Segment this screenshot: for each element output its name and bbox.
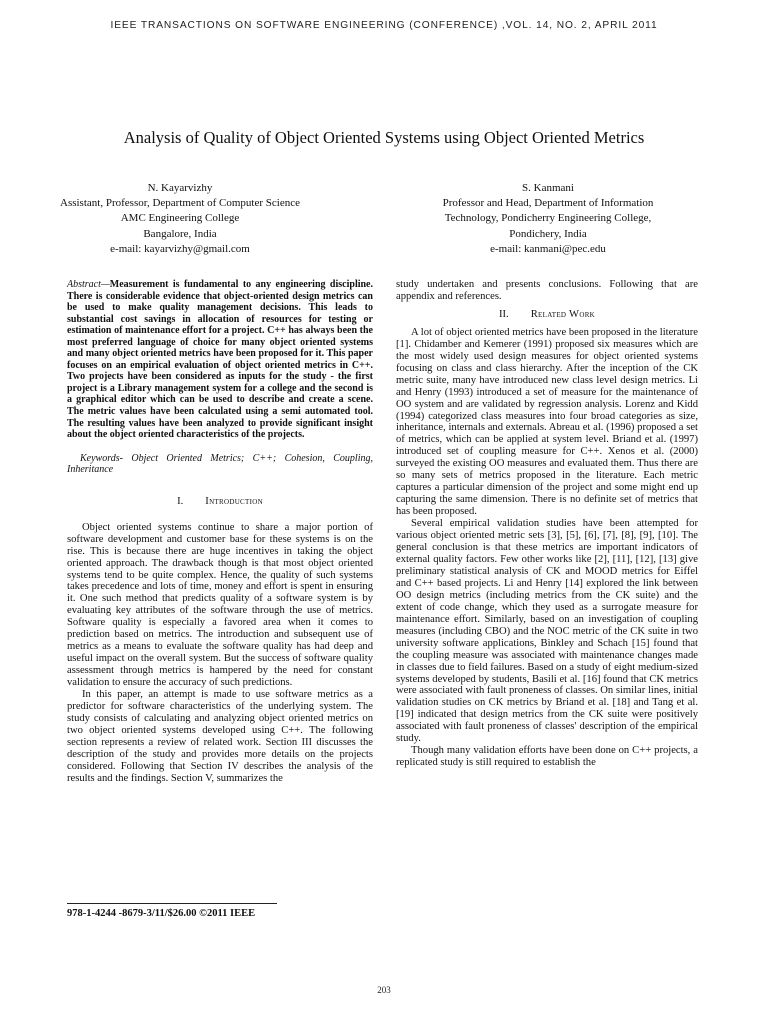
paper-title: Analysis of Quality of Object Oriented Systems using Object Oriented Metrics (123, 128, 645, 147)
section-number: II. (498, 308, 509, 320)
abstract (67, 279, 373, 441)
copyright-notice: 978-1-4244 -8679-3/11/$26.00 ©2011 IEEE (67, 908, 256, 919)
abstract-text: Measurement is fundamental to any engineering discipline. There is considerable evidence that object-oriented design metrics can be used to make quality management decisions. This leads to substantial cost savings in allocation of resources for testing or estimation of maintenance effort for a project. C++ has always been the most preferred language of choice for many object oriented systems and many object oriented metrics have been proposed for it. This paper focuses on an empirical evaluation of object oriented metrics in C++. Two projects have been considered as inputs for the study - the first project is a Library management system for a college and the second is a graphical editor which can be used to describe and create a scene. The metric values have been calculated using a semi automated tool. The resulting values have been analyzed to provide significant insight about the object oriented characteristics of the projects. (67, 279, 373, 441)
section-title: Introduction (205, 495, 263, 507)
body-paragraph: study undertaken and presents conclusions. Following that are appendix and references. (396, 279, 698, 302)
abstract-lead: Abstract— (67, 279, 110, 290)
body-paragraph: Several empirical validation studies have been attempted for various object oriented metric sets [3], [5], [6], [7], [8], [9], [10]. The general conclusion is that these metrics are important indicators of external quality factors. Few other works like [2], [11], [12], [13] give preliminary statistical analysis of CK and MOOD metrics for Eiffel and C++ based projects. Li and Henry [14] explored the link between OO design metrics (including metrics from the CK suite) and the extent of code change, which they used as a surrogate measure for maintenance effort. Similarly, based on an investigation of coupling measures (including CBO) and the NOC metric of the CK suite in two university software applications, Binkley and Schach [15] found that the coupling measure was associated with maintenance changes made in classes due to field failures. Based on a study of eight medium-sized systems developed by students, Basili et al. [16] found that CK metrics were associated with fault proneness of classes. On similar lines, initial validation studies on CK metrics by Briand et al. [18] and Tang et al. [19] indicated that design metrics from the CK suite were positively associated with fault proneness of classes' description of the empirical study. (396, 518, 698, 745)
body-paragraph: A lot of object oriented metrics have been proposed in the literature [1]. Chidamber and Kemerer (1991) proposed six measures which are the most widely used design measures for object oriented systems focusing on class and class hierarchy. After the inception of the CK metric suite, many have introduced new class level design metrics. Li and Henry (1993) introduced a set of measure for the maintenance of OO system and are validated by regression analysis. Lorenz and Kidd (1994) categorized class measures into four broad categories as size, inheritance, internals and externals. Abreau et al. (1996) proposed a set of metrics, which can be applied at system level. Briand et al. (1997) introduced set of coupling measure for C++. Xenos et al. (2000) surveyed the existing OO measures and evaluated them. Thus there are so many sets of metrics proposed in the literature. Each metric captures a particular dimension of the project and some might end up capturing the same dimension. There is no definite set of metrics that has been proposed. (396, 326, 698, 518)
keywords: Keywords- Object Oriented Metrics; C++; Cohesion, Coupling, Inheritance (67, 452, 373, 476)
body-paragraph: In this paper, an attempt is made to use software metrics as a predictor for software characteristics of the underlying system. The study consists of calculating and analyzing object oriented metrics on two object oriented systems developed using C++. The following section represents a review of related work. Section III discusses the description of the study and provides more details on the projects considered. Following that Section IV describes the analysis of the results and the findings. Section V, summarizes the (67, 689, 373, 784)
page-number: 203 (377, 985, 391, 995)
author-affiliation-line: Bangalore, India (143, 227, 217, 240)
author-email: e-mail: kayarvizhy@gmail.com (110, 242, 250, 255)
author-affiliation-line: Technology, Pondicherry Engineering College, (444, 212, 652, 225)
author-affiliation-line: Assistant, Professor, Department of Computer Science (60, 197, 300, 210)
right-column (396, 279, 698, 769)
journal-header: IEEE TRANSACTIONS ON SOFTWARE ENGINEERING (CONFERENCE) ,VOL. 14, NO. 2, APRIL 2011 (110, 20, 658, 31)
section-heading-related-work (396, 309, 698, 321)
author-affiliation-line: Professor and Head, Department of Information (442, 197, 654, 210)
section-title: Related Work (530, 308, 596, 320)
author-name: S. Kanmani (522, 182, 574, 194)
author-block-1 (20, 181, 340, 257)
author-name: N. Kayarvizhy (147, 182, 213, 194)
body-paragraph: Object oriented systems continue to share a major portion of software development and customer base for these systems is on the rise. This is because there are huge incentives in taking the object oriented approach. The drawback though is that most object oriented systems tend to be quite complex. Hence, the quality of such systems takes precedence and lots of time, money and effort is spent in ensuring it. One such method that predicts quality of a software system is by evaluating key attributes of the software through the use of metrics. Software quality is especially a favored area when it comes to prediction based on metrics. The introduction and subsequent use of metrics as a means to evaluate the software quality has had deep and useful impact on the overall system. But the success of software quality assessment through metrics is hampered by the need for constant validation to ensure the accuracy of such predictions. (67, 521, 373, 689)
author-block-2 (388, 181, 708, 257)
footnote-rule (67, 903, 277, 904)
left-column (67, 279, 373, 785)
body-paragraph: Though many validation efforts have been done on C++ projects, a replicated study is still required to establish the (396, 745, 698, 769)
section-number: I. (177, 495, 184, 507)
section-heading-introduction (67, 496, 373, 508)
author-affiliation-line: Pondichery, India (509, 227, 587, 240)
author-affiliation-line: AMC Engineering College (120, 212, 240, 225)
author-email: e-mail: kanmani@pec.edu (490, 242, 606, 255)
